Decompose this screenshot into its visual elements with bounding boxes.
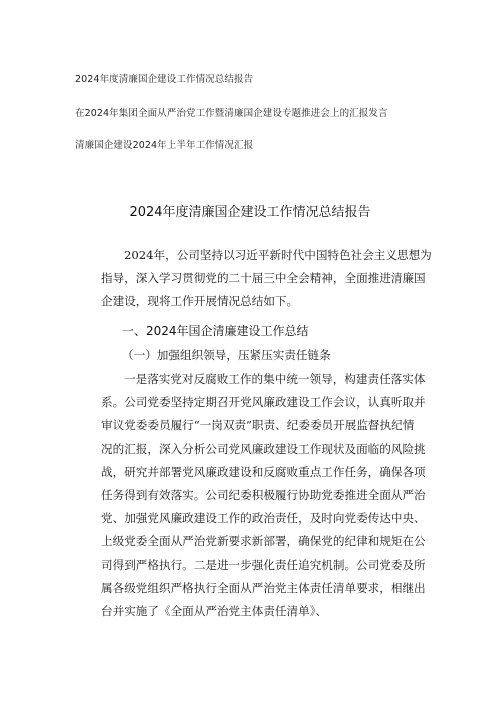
toc-item-1[interactable]: 2024年度清廉国企建设工作情况总结报告 bbox=[75, 74, 254, 85]
body-line: 一是落实党对反腐败工作的集中统一领导，构建责任落实体 bbox=[124, 372, 426, 386]
section-heading: 一、2024年国企清廉建设工作总结 bbox=[122, 324, 309, 338]
body-line: 台并实施了《全面从严治党主体责任清单》、 bbox=[101, 604, 328, 619]
body-paragraph bbox=[101, 368, 426, 623]
intro-line: 2024年，公司坚持以习近平新时代中国特色社会主义思想为 bbox=[124, 248, 432, 262]
body-line: 战，研究并部署党风廉政建设和反腐败重点工作任务，确保各项 bbox=[101, 464, 426, 479]
intro-paragraph bbox=[101, 244, 432, 314]
document-title: 2024年度清廉国企建设工作情况总结报告 bbox=[129, 205, 371, 220]
body-line: 属各级党组织严格执行全面从严治党主体责任清单要求，相继出 bbox=[101, 580, 426, 595]
body-line: 上级党委全面从严治党新要求新部署，确保党的纪律和规矩在公 bbox=[101, 534, 426, 549]
subsection-heading: （一）加强组织领导，压紧压实责任链条 bbox=[122, 348, 331, 362]
intro-line: 指导，深入学习贯彻党的二十届三中全会精神，全面推进清廉国 bbox=[101, 271, 426, 286]
toc-item-3[interactable]: 清廉国企建设2024年上半年工作情况汇报 bbox=[75, 140, 254, 151]
body-line: 系。公司党委坚持定期召开党风廉政建设工作会议，认真听取并 bbox=[101, 395, 426, 410]
body-line: 任务得到有效落实。公司纪委积极履行协助党委推进全面从严治 bbox=[101, 488, 426, 503]
body-line: 党、加强党风廉政建设工作的政治责任，及时向党委传达中央、 bbox=[101, 511, 426, 526]
body-line: 况的汇报，深入分析公司党风廉政建设工作现状及面临的风险挑 bbox=[101, 441, 426, 456]
body-line: 审议党委委员履行“一岗双责”职责、纪委委员开展监督执纪情 bbox=[101, 418, 415, 433]
intro-line: 企建设，现将工作开展情况总结如下。 bbox=[101, 294, 299, 309]
body-line: 司得到严格执行。二是进一步强化责任追究机制。公司党委及所 bbox=[101, 557, 426, 572]
toc-item-2[interactable]: 在2024年集团全面从严治党工作暨清廉国企建设专题推进会上的汇报发言 bbox=[75, 108, 388, 119]
